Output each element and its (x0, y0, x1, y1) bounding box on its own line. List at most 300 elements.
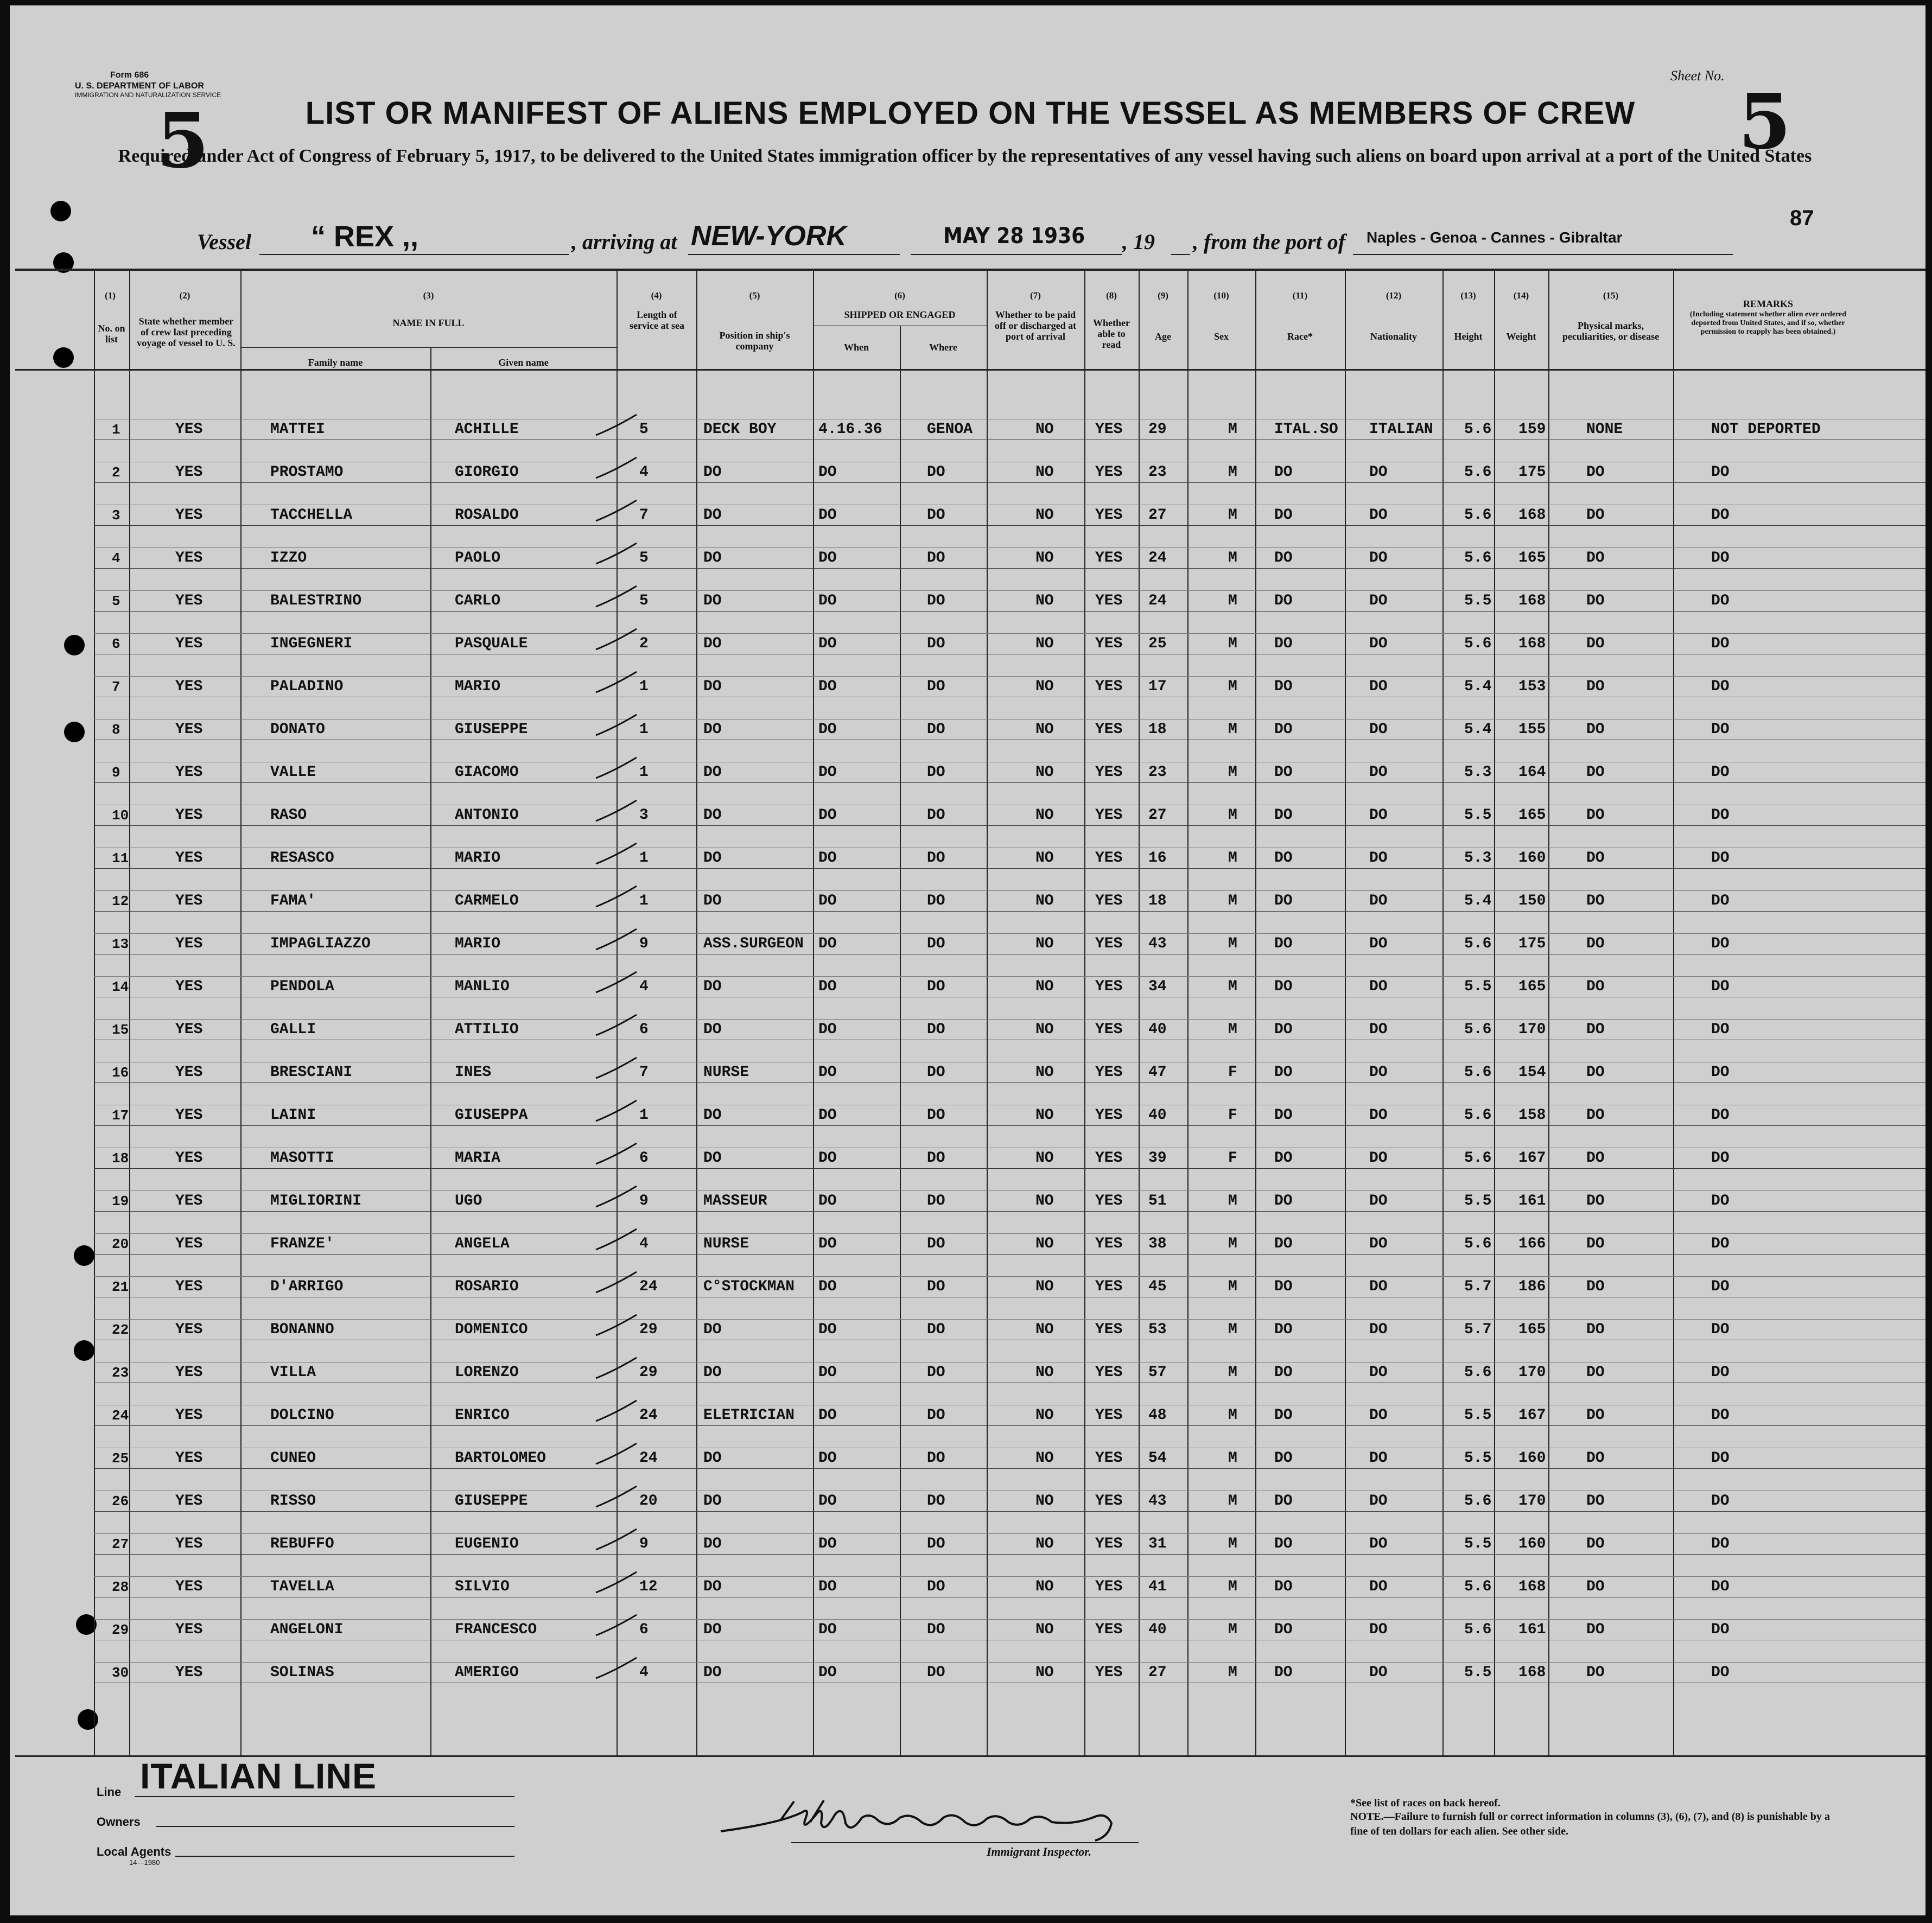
shipped-where: DO (927, 764, 945, 781)
nationality: DO (1369, 1536, 1388, 1552)
sex: M (1228, 593, 1237, 609)
position: DECK BOY (703, 421, 777, 438)
row-number: 22 (112, 1322, 129, 1338)
row-number: 13 (112, 936, 129, 952)
weight: 158 (1518, 1107, 1546, 1124)
col-1-header: No. on list (98, 323, 125, 345)
able-to-read: YES (1095, 1536, 1123, 1552)
weight: 165 (1518, 978, 1546, 995)
paid-off: NO (1035, 1021, 1054, 1038)
tally-mark (593, 455, 642, 482)
tally-mark (593, 1355, 642, 1383)
paid-off: NO (1035, 764, 1054, 781)
race: DO (1274, 764, 1293, 781)
shipped-when: DO (818, 1536, 837, 1552)
tally-mark (593, 1613, 642, 1640)
col-4-header: Length of service at sea (630, 309, 684, 331)
prev-voyage: YES (175, 593, 203, 609)
col-15-header: Physical marks, peculiarities, or disease (1562, 320, 1660, 342)
shipped-when: DO (818, 1193, 837, 1209)
col-11-number: (11) (1292, 290, 1308, 301)
remarks: DO (1711, 464, 1730, 481)
nationality: DO (1369, 1021, 1388, 1038)
given-name: EUGENIO (455, 1536, 519, 1552)
given-name: CARMELO (455, 893, 519, 909)
position: DO (703, 635, 722, 652)
shipped-when: DO (818, 1450, 837, 1467)
height: 5.6 (1464, 1107, 1492, 1124)
weight: 168 (1518, 635, 1546, 652)
shipped-when: DO (818, 1364, 837, 1381)
arriving-label: , arriving at (571, 230, 677, 254)
service-length: 4 (639, 464, 649, 481)
nationality: DO (1369, 893, 1388, 909)
sex: M (1228, 764, 1237, 781)
row-number: 4 (112, 550, 120, 566)
position: DO (703, 764, 722, 781)
race: DO (1274, 1064, 1293, 1081)
prev-voyage: YES (175, 1021, 203, 1038)
shipped-when: DO (818, 593, 837, 609)
age: 23 (1148, 764, 1167, 781)
col-3a-header: Family name (308, 357, 363, 368)
physical-marks: DO (1586, 1536, 1605, 1552)
able-to-read: YES (1095, 807, 1123, 824)
row-number: 7 (112, 679, 120, 695)
given-name: GIORGIO (455, 464, 519, 481)
given-name: CARLO (455, 593, 501, 609)
remarks: DO (1711, 1193, 1730, 1209)
form-code: 14—1980 (129, 1858, 160, 1867)
physical-marks: DO (1586, 1450, 1605, 1467)
height: 5.5 (1464, 807, 1492, 824)
able-to-read: YES (1095, 893, 1123, 909)
height: 5.7 (1464, 1278, 1492, 1295)
service-length: 1 (639, 850, 649, 867)
nationality: DO (1369, 1150, 1388, 1167)
age: 23 (1148, 464, 1167, 481)
row-number: 9 (112, 765, 120, 781)
race: DO (1274, 1664, 1293, 1681)
height: 5.6 (1464, 1021, 1492, 1038)
position: DO (703, 1493, 722, 1510)
prev-voyage: YES (175, 1321, 203, 1338)
physical-marks: DO (1586, 1664, 1605, 1681)
col-3b-header: Given name (498, 357, 549, 368)
height: 5.6 (1464, 507, 1492, 524)
age: 57 (1148, 1364, 1167, 1381)
sex: M (1228, 978, 1237, 995)
given-name: GIUSEPPE (455, 1493, 528, 1510)
height: 5.6 (1464, 550, 1492, 566)
sex: M (1228, 893, 1237, 909)
able-to-read: YES (1095, 1321, 1123, 1338)
age: 31 (1148, 1536, 1167, 1552)
sex: M (1228, 1407, 1237, 1424)
row-rule (94, 1125, 1925, 1126)
sex: M (1228, 1364, 1237, 1381)
service-length: 12 (639, 1578, 658, 1595)
able-to-read: YES (1095, 1236, 1123, 1252)
height: 5.6 (1464, 1150, 1492, 1167)
sex: M (1228, 550, 1237, 566)
shipped-when: DO (818, 1236, 837, 1252)
physical-marks: DO (1586, 1236, 1605, 1252)
physical-marks: DO (1586, 1321, 1605, 1338)
col-6-header: SHIPPED OR ENGAGED (844, 309, 956, 320)
vessel-label: Vessel (197, 230, 251, 254)
family-name: VALLE (270, 764, 316, 781)
service-length: 24 (639, 1450, 658, 1467)
paid-off: NO (1035, 1578, 1054, 1595)
weight: 168 (1518, 507, 1546, 524)
races-note: *See list of races on back hereof. (1350, 1797, 1501, 1809)
row-number: 11 (112, 850, 129, 867)
service-length: 4 (639, 1236, 649, 1252)
col-14-number: (14) (1513, 290, 1529, 301)
prev-voyage: YES (175, 550, 203, 566)
age: 43 (1148, 1493, 1167, 1510)
service-length: 4 (639, 1664, 649, 1681)
age: 39 (1148, 1150, 1167, 1167)
row-rule (94, 911, 1925, 912)
prev-voyage: YES (175, 807, 203, 824)
sex: M (1228, 1193, 1237, 1209)
sex: M (1228, 1236, 1237, 1252)
service-length: 24 (639, 1407, 658, 1424)
prev-voyage: YES (175, 1193, 203, 1209)
given-name: AMERIGO (455, 1664, 519, 1681)
physical-marks: DO (1586, 721, 1605, 738)
row-number: 21 (112, 1279, 129, 1295)
prev-voyage: YES (175, 893, 203, 909)
physical-marks: DO (1586, 1064, 1605, 1081)
shipped-when: DO (818, 1107, 837, 1124)
prev-voyage: YES (175, 1150, 203, 1167)
family-name: MATTEI (270, 421, 325, 438)
age: 25 (1148, 635, 1167, 652)
row-rule (94, 1619, 1925, 1620)
height: 5.6 (1464, 464, 1492, 481)
row-rule (94, 890, 1925, 891)
prev-voyage: YES (175, 678, 203, 695)
row-number: 3 (112, 507, 120, 524)
shipped-where: DO (927, 507, 945, 524)
prev-voyage: YES (175, 1621, 203, 1638)
manifest-title: LIST OR MANIFEST OF ALIENS EMPLOYED ON THE VESSEL AS MEMBERS OF CREW (305, 95, 1636, 131)
shipped-when: DO (818, 464, 837, 481)
punch-hole (74, 1245, 94, 1266)
row-number: 16 (112, 1065, 129, 1081)
physical-marks: DO (1586, 1150, 1605, 1167)
weight: 164 (1518, 764, 1546, 781)
tally-mark (593, 755, 642, 782)
remarks: DO (1711, 1278, 1730, 1295)
able-to-read: YES (1095, 678, 1123, 695)
prev-voyage: YES (175, 635, 203, 652)
given-name: GIACOMO (455, 764, 519, 781)
family-name: BALESTRINO (270, 593, 362, 609)
row-rule (94, 933, 1925, 934)
remarks: DO (1711, 893, 1730, 909)
service-length: 5 (639, 550, 649, 566)
paid-off: NO (1035, 1107, 1054, 1124)
remarks: DO (1711, 807, 1730, 824)
position: DO (703, 1364, 722, 1381)
race: DO (1274, 1407, 1293, 1424)
given-name: MANLIO (455, 978, 510, 995)
race: DO (1274, 807, 1293, 824)
row-rule (94, 1662, 1925, 1663)
shipped-when: DO (818, 1578, 837, 1595)
weight: 160 (1518, 1450, 1546, 1467)
service-length: 6 (639, 1021, 649, 1038)
race: DO (1274, 1493, 1293, 1510)
prev-voyage: YES (175, 1664, 203, 1681)
shipped-when: 4.16.36 (818, 421, 882, 438)
position: NURSE (703, 1064, 749, 1081)
position: ELETRICIAN (703, 1407, 795, 1424)
race: DO (1274, 1193, 1293, 1209)
nationality: DO (1369, 464, 1388, 481)
paid-off: NO (1035, 1193, 1054, 1209)
column-rule (430, 347, 431, 1755)
sex: M (1228, 935, 1237, 952)
remarks: DO (1711, 507, 1730, 524)
service-length: 6 (639, 1150, 649, 1167)
able-to-read: YES (1095, 1664, 1123, 1681)
shipped-where: DO (927, 1493, 945, 1510)
paid-off: NO (1035, 893, 1054, 909)
col-3-number: (3) (423, 290, 434, 301)
arrival-date: MAY 28 1936 (943, 224, 1085, 249)
shipped-where: DO (927, 1536, 945, 1552)
shipped-where: DO (927, 1578, 945, 1595)
given-name: LORENZO (455, 1364, 519, 1381)
line-label: Line (97, 1785, 122, 1799)
position: DO (703, 1621, 722, 1638)
prev-voyage: YES (175, 1450, 203, 1467)
position: DO (703, 1450, 722, 1467)
row-rule (94, 1190, 1925, 1191)
age: 34 (1148, 978, 1167, 995)
given-name: ATTILIO (455, 1021, 519, 1038)
row-rule (94, 1019, 1925, 1020)
family-name: BONANNO (270, 1321, 334, 1338)
given-name: ACHILLE (455, 421, 519, 438)
line-stamp: ITALIAN LINE (140, 1756, 377, 1796)
service-length: 2 (639, 635, 649, 652)
weight: 175 (1518, 935, 1546, 952)
punch-hole (64, 635, 85, 655)
prev-voyage: YES (175, 764, 203, 781)
row-number: 27 (112, 1536, 129, 1552)
prev-voyage: YES (175, 1407, 203, 1424)
row-number: 15 (112, 1022, 129, 1038)
prev-voyage: YES (175, 1236, 203, 1252)
height: 5.6 (1464, 1578, 1492, 1595)
position: DO (703, 1664, 722, 1681)
row-rule (94, 868, 1925, 869)
given-name: SILVIO (455, 1578, 510, 1595)
family-name: LAINI (270, 1107, 316, 1124)
col-3-header: NAME IN FULL (392, 317, 465, 328)
age: 29 (1148, 421, 1167, 438)
physical-marks: DO (1586, 1493, 1605, 1510)
nationality: DO (1369, 850, 1388, 867)
height: 5.4 (1464, 893, 1492, 909)
position: DO (703, 550, 722, 566)
position: DO (703, 850, 722, 867)
nationality: DO (1369, 764, 1388, 781)
row-rule (94, 547, 1925, 548)
height: 5.3 (1464, 764, 1492, 781)
age: 27 (1148, 1664, 1167, 1681)
family-name: DONATO (270, 721, 325, 738)
race: DO (1274, 1107, 1293, 1124)
remarks: DO (1711, 1621, 1730, 1638)
nationality: DO (1369, 1578, 1388, 1595)
remarks: DO (1711, 678, 1730, 695)
row-rule (94, 1254, 1925, 1255)
family-name: RISSO (270, 1493, 316, 1510)
nationality: DO (1369, 1321, 1388, 1338)
prev-voyage: YES (175, 1536, 203, 1552)
prev-voyage: YES (175, 935, 203, 952)
prev-voyage: YES (175, 1064, 203, 1081)
physical-marks: DO (1586, 807, 1605, 824)
weight: 154 (1518, 1064, 1546, 1081)
manifest-subtitle: Required under Act of Congress of February 5, 1917, to be delivered to the United States immigration officer by the representatives of any vessel having such aliens on board upon arrival at a port of the United States (118, 146, 1812, 166)
family-name: PROSTAMO (270, 464, 344, 481)
sex: M (1228, 1493, 1237, 1510)
shipped-where: DO (927, 1450, 945, 1467)
remarks: NOT DEPORTED (1711, 421, 1821, 438)
age: 27 (1148, 807, 1167, 824)
given-name: ROSARIO (455, 1278, 519, 1295)
row-rule (94, 1468, 1925, 1469)
sex: F (1228, 1150, 1237, 1167)
family-name: INGEGNERI (270, 635, 353, 652)
family-name: PALADINO (270, 678, 344, 695)
weight: 165 (1518, 550, 1546, 566)
row-number: 8 (112, 722, 120, 738)
nationality: DO (1369, 1450, 1388, 1467)
family-name: GALLI (270, 1021, 316, 1038)
shipped-where: DO (927, 807, 945, 824)
nationality: DO (1369, 1107, 1388, 1124)
sex: M (1228, 721, 1237, 738)
row-number: 28 (112, 1579, 129, 1595)
able-to-read: YES (1095, 1107, 1123, 1124)
shipped-when: DO (818, 850, 837, 867)
shipped-when: DO (818, 1407, 837, 1424)
tally-mark (593, 1313, 642, 1340)
row-rule (94, 590, 1925, 591)
col-7-header: Whether to be paid off or discharged at port of arrival (994, 309, 1077, 342)
shipped-when: DO (818, 1493, 837, 1510)
punch-hole (78, 1709, 98, 1730)
race: DO (1274, 1150, 1293, 1167)
remarks: DO (1711, 1364, 1730, 1381)
nationality: DO (1369, 1621, 1388, 1638)
shipped-where: DO (927, 550, 945, 566)
race: DO (1274, 507, 1293, 524)
row-number: 29 (112, 1622, 129, 1638)
remarks: DO (1711, 1064, 1730, 1081)
nationality: DO (1369, 935, 1388, 952)
tally-mark (593, 1227, 642, 1254)
age: 17 (1148, 678, 1167, 695)
age: 53 (1148, 1321, 1167, 1338)
shipped-where: DO (927, 635, 945, 652)
nationality: DO (1369, 635, 1388, 652)
shipped-where: DO (927, 1278, 945, 1295)
shipped-when: DO (818, 1021, 837, 1038)
paid-off: NO (1035, 850, 1054, 867)
tally-mark (593, 1184, 642, 1211)
remarks: DO (1711, 1664, 1730, 1681)
race: DO (1274, 1236, 1293, 1252)
weight: 170 (1518, 1364, 1546, 1381)
tally-mark (593, 1484, 642, 1511)
tally-mark (593, 798, 642, 825)
row-rule (94, 676, 1925, 677)
position: C°STOCKMAN (703, 1278, 795, 1295)
sex: M (1228, 1021, 1237, 1038)
row-rule (94, 825, 1925, 826)
physical-marks: DO (1586, 1021, 1605, 1038)
remarks: DO (1711, 1578, 1730, 1595)
row-number: 20 (112, 1236, 129, 1252)
physical-marks: DO (1586, 850, 1605, 867)
sex: M (1228, 1450, 1237, 1467)
weight: 165 (1518, 807, 1546, 824)
family-name: RASO (270, 807, 307, 824)
physical-marks: DO (1586, 978, 1605, 995)
shipped-where: DO (927, 1107, 945, 1124)
height: 5.5 (1464, 978, 1492, 995)
prev-voyage: YES (175, 507, 203, 524)
race: DO (1274, 893, 1293, 909)
service-length: 3 (639, 807, 649, 824)
family-name: IMPAGLIAZZO (270, 935, 371, 952)
col-6-number: (6) (894, 290, 905, 301)
position: DO (703, 507, 722, 524)
height: 5.5 (1464, 1193, 1492, 1209)
sheet-number-left: 5 (156, 97, 209, 186)
physical-marks: NONE (1586, 421, 1623, 438)
position: DO (703, 721, 722, 738)
col-12-number: (12) (1386, 290, 1402, 301)
nationality: DO (1369, 507, 1388, 524)
service-length: 24 (639, 1278, 658, 1295)
given-name: GIUSEPPE (455, 721, 528, 738)
family-name: TAVELLA (270, 1578, 334, 1595)
shipped-when: DO (818, 1150, 837, 1167)
nationality: DO (1369, 593, 1388, 609)
tally-mark (593, 841, 642, 868)
inspector-signature (715, 1791, 1160, 1845)
family-name: FRANZE' (270, 1236, 334, 1252)
family-name: MASOTTI (270, 1150, 334, 1167)
tally-mark (593, 884, 642, 911)
weight: 155 (1518, 721, 1546, 738)
prev-voyage: YES (175, 1578, 203, 1595)
position: DO (703, 1321, 722, 1338)
tally-mark (593, 670, 642, 697)
nationality: DO (1369, 721, 1388, 738)
